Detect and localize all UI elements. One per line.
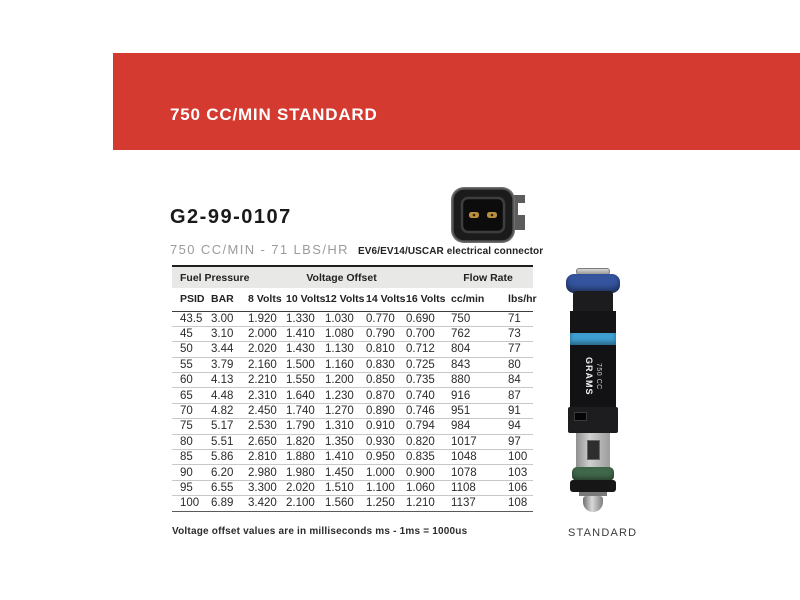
table-cell: 2.450 bbox=[240, 403, 278, 418]
table-cell: 6.55 bbox=[203, 480, 240, 495]
table-cell: 2.020 bbox=[240, 342, 278, 357]
column-header: 16 Volts bbox=[398, 288, 443, 311]
column-header: 10 Volts bbox=[278, 288, 317, 311]
table-cell: 5.17 bbox=[203, 419, 240, 434]
injector-lower-housing bbox=[568, 407, 618, 433]
table-cell: 2.650 bbox=[240, 434, 278, 449]
table-cell: 91 bbox=[500, 403, 533, 418]
table-cell: 6.20 bbox=[203, 465, 240, 480]
table-cell: 0.890 bbox=[358, 403, 398, 418]
table-cell: 2.810 bbox=[240, 450, 278, 465]
table-cell: 0.735 bbox=[398, 373, 443, 388]
column-header: cc/min bbox=[443, 288, 500, 311]
table-cell: 1.820 bbox=[278, 434, 317, 449]
table-cell: 1.200 bbox=[317, 373, 358, 388]
table-cell: 108 bbox=[500, 496, 533, 511]
table-cell: 916 bbox=[443, 388, 500, 403]
part-number: G2-99-0107 bbox=[170, 206, 292, 228]
table-cell: 0.770 bbox=[358, 311, 398, 326]
table-cell: 1.740 bbox=[278, 403, 317, 418]
table-cell: 984 bbox=[443, 419, 500, 434]
table-cell: 65 bbox=[172, 388, 203, 403]
table-cell: 1.270 bbox=[317, 403, 358, 418]
table-cell: 1137 bbox=[443, 496, 500, 511]
table-row bbox=[172, 388, 533, 403]
part-subtitle: 750 CC/MIN - 71 LBS/HR bbox=[170, 242, 349, 257]
table-cell: 4.48 bbox=[203, 388, 240, 403]
table-cell: 97 bbox=[500, 434, 533, 449]
table-cell: 95 bbox=[172, 480, 203, 495]
table-cell: 762 bbox=[443, 326, 500, 341]
table-cell: 106 bbox=[500, 480, 533, 495]
table-cell: 951 bbox=[443, 403, 500, 418]
table-cell: 1.920 bbox=[240, 311, 278, 326]
table-cell: 1.790 bbox=[278, 419, 317, 434]
table-cell: 1.160 bbox=[317, 357, 358, 372]
table-cell: 1.000 bbox=[358, 465, 398, 480]
table-cell: 1.410 bbox=[317, 450, 358, 465]
table-cell: 0.950 bbox=[358, 450, 398, 465]
table-row bbox=[172, 465, 533, 480]
table-row bbox=[172, 357, 533, 372]
table-cell: 55 bbox=[172, 357, 203, 372]
table-row bbox=[172, 496, 533, 511]
page-title: 750 CC/MIN STANDARD bbox=[170, 105, 378, 124]
table-group-header-row bbox=[172, 266, 533, 288]
injector-body bbox=[570, 345, 616, 407]
group-header-voltage-offset: Voltage Offset bbox=[240, 266, 443, 288]
table-cell: 1.880 bbox=[278, 450, 317, 465]
table-cell: 1.450 bbox=[317, 465, 358, 480]
table-cell: 80 bbox=[172, 434, 203, 449]
group-header-flow-rate: Flow Rate bbox=[443, 266, 533, 288]
injector-photo bbox=[553, 268, 633, 512]
injector-blue-band bbox=[570, 333, 616, 345]
table-cell: 0.790 bbox=[358, 326, 398, 341]
table-cell: 0.830 bbox=[358, 357, 398, 372]
table-cell: 0.810 bbox=[358, 342, 398, 357]
injector-brand-label: GRAMS bbox=[584, 356, 594, 396]
table-cell: 1.330 bbox=[278, 311, 317, 326]
table-cell: 4.82 bbox=[203, 403, 240, 418]
table-cell: 5.86 bbox=[203, 450, 240, 465]
injector-flange bbox=[570, 480, 616, 492]
table-cell: 3.420 bbox=[240, 496, 278, 511]
table-cell: 1.410 bbox=[278, 326, 317, 341]
table-body bbox=[172, 311, 533, 511]
table-row bbox=[172, 403, 533, 418]
table-cell: 45 bbox=[172, 326, 203, 341]
table-cell: 103 bbox=[500, 465, 533, 480]
table-cell: 0.700 bbox=[398, 326, 443, 341]
table-cell: 90 bbox=[172, 465, 203, 480]
injector-connector-housing bbox=[570, 311, 616, 333]
table-cell: 3.44 bbox=[203, 342, 240, 357]
table-cell: 1108 bbox=[443, 480, 500, 495]
table-cell: 1.560 bbox=[317, 496, 358, 511]
table-cell: 77 bbox=[500, 342, 533, 357]
column-header: lbs/hr bbox=[500, 288, 533, 311]
table-row bbox=[172, 480, 533, 495]
table-cell: 0.690 bbox=[398, 311, 443, 326]
table-cell: 85 bbox=[172, 450, 203, 465]
table-cell: 750 bbox=[443, 311, 500, 326]
table-cell: 1.640 bbox=[278, 388, 317, 403]
connector-label: EV6/EV14/USCAR electrical connector bbox=[358, 246, 544, 257]
table-cell: 804 bbox=[443, 342, 500, 357]
table-cell: 100 bbox=[500, 450, 533, 465]
group-header-fuel-pressure: Fuel Pressure bbox=[172, 266, 240, 288]
table-cell: 6.89 bbox=[203, 496, 240, 511]
table-cell: 1.060 bbox=[398, 480, 443, 495]
table-cell: 75 bbox=[172, 419, 203, 434]
table-cell: 4.13 bbox=[203, 373, 240, 388]
table-row bbox=[172, 326, 533, 341]
table-cell: 0.900 bbox=[398, 465, 443, 480]
table-cell: 1.250 bbox=[358, 496, 398, 511]
table-cell: 3.10 bbox=[203, 326, 240, 341]
table-cell: 880 bbox=[443, 373, 500, 388]
table-column-header-row bbox=[172, 288, 533, 311]
table-cell: 1.100 bbox=[358, 480, 398, 495]
table-cell: 2.000 bbox=[240, 326, 278, 341]
table-cell: 0.794 bbox=[398, 419, 443, 434]
table-cell: 1.210 bbox=[398, 496, 443, 511]
table-cell: 50 bbox=[172, 342, 203, 357]
flow-spec-table bbox=[172, 265, 537, 512]
table-cell: 0.870 bbox=[358, 388, 398, 403]
table-cell: 2.210 bbox=[240, 373, 278, 388]
table-row bbox=[172, 373, 533, 388]
table-row bbox=[172, 342, 533, 357]
table-cell: 0.930 bbox=[358, 434, 398, 449]
table-cell: 43.5 bbox=[172, 311, 203, 326]
table-cell: 1.350 bbox=[317, 434, 358, 449]
column-header: BAR bbox=[203, 288, 240, 311]
table-cell: 0.820 bbox=[398, 434, 443, 449]
table-cell: 1.310 bbox=[317, 419, 358, 434]
table-cell: 73 bbox=[500, 326, 533, 341]
table-cell: 3.79 bbox=[203, 357, 240, 372]
table-cell: 1.030 bbox=[317, 311, 358, 326]
table-cell: 2.310 bbox=[240, 388, 278, 403]
table-cell: 2.100 bbox=[278, 496, 317, 511]
title-banner bbox=[113, 53, 800, 150]
injector-size-label: 750 CC bbox=[595, 362, 602, 390]
table-cell: 1.080 bbox=[317, 326, 358, 341]
table-cell: 843 bbox=[443, 357, 500, 372]
table-cell: 0.712 bbox=[398, 342, 443, 357]
table-cell: 1.550 bbox=[278, 373, 317, 388]
table-cell: 0.835 bbox=[398, 450, 443, 465]
table-cell: 1.510 bbox=[317, 480, 358, 495]
voltage-offset-note: Voltage offset values are in milliseconds ms - 1ms = 1000us bbox=[172, 526, 468, 537]
table-cell: 1.230 bbox=[317, 388, 358, 403]
table-cell: 60 bbox=[172, 373, 203, 388]
table-cell: 0.746 bbox=[398, 403, 443, 418]
table-cell: 1.130 bbox=[317, 342, 358, 357]
table-cell: 1.980 bbox=[278, 465, 317, 480]
table-cell: 80 bbox=[500, 357, 533, 372]
table-cell: 2.980 bbox=[240, 465, 278, 480]
table-cell: 1017 bbox=[443, 434, 500, 449]
table-cell: 1078 bbox=[443, 465, 500, 480]
injector-metal-barrel bbox=[576, 433, 610, 467]
column-header: PSID bbox=[172, 288, 203, 311]
table-cell: 87 bbox=[500, 388, 533, 403]
table-cell: 71 bbox=[500, 311, 533, 326]
table-cell: 1.500 bbox=[278, 357, 317, 372]
table-cell: 1048 bbox=[443, 450, 500, 465]
column-header: 8 Volts bbox=[240, 288, 278, 311]
table-row bbox=[172, 311, 533, 326]
table-cell: 84 bbox=[500, 373, 533, 388]
table-cell: 0.725 bbox=[398, 357, 443, 372]
table-cell: 0.740 bbox=[398, 388, 443, 403]
table-cell: 100 bbox=[172, 496, 203, 511]
injector-caption: STANDARD bbox=[568, 527, 638, 539]
table-cell: 94 bbox=[500, 419, 533, 434]
table-row bbox=[172, 450, 533, 465]
injector-bottom-oring bbox=[572, 467, 614, 481]
table-cell: 2.160 bbox=[240, 357, 278, 372]
table-cell: 5.51 bbox=[203, 434, 240, 449]
column-header: 12 Volts bbox=[317, 288, 358, 311]
table-cell: 0.850 bbox=[358, 373, 398, 388]
injector-neck bbox=[573, 291, 613, 311]
table-row bbox=[172, 434, 533, 449]
table-cell: 3.300 bbox=[240, 480, 278, 495]
column-header: 14 Volts bbox=[358, 288, 398, 311]
table-cell: 70 bbox=[172, 403, 203, 418]
table-cell: 1.430 bbox=[278, 342, 317, 357]
injector-nozzle-tip bbox=[583, 496, 603, 512]
table-cell: 2.530 bbox=[240, 419, 278, 434]
uscar-connector-icon bbox=[450, 186, 530, 244]
table-cell: 3.00 bbox=[203, 311, 240, 326]
table-cell: 2.020 bbox=[278, 480, 317, 495]
table-row bbox=[172, 419, 533, 434]
table-cell: 0.910 bbox=[358, 419, 398, 434]
